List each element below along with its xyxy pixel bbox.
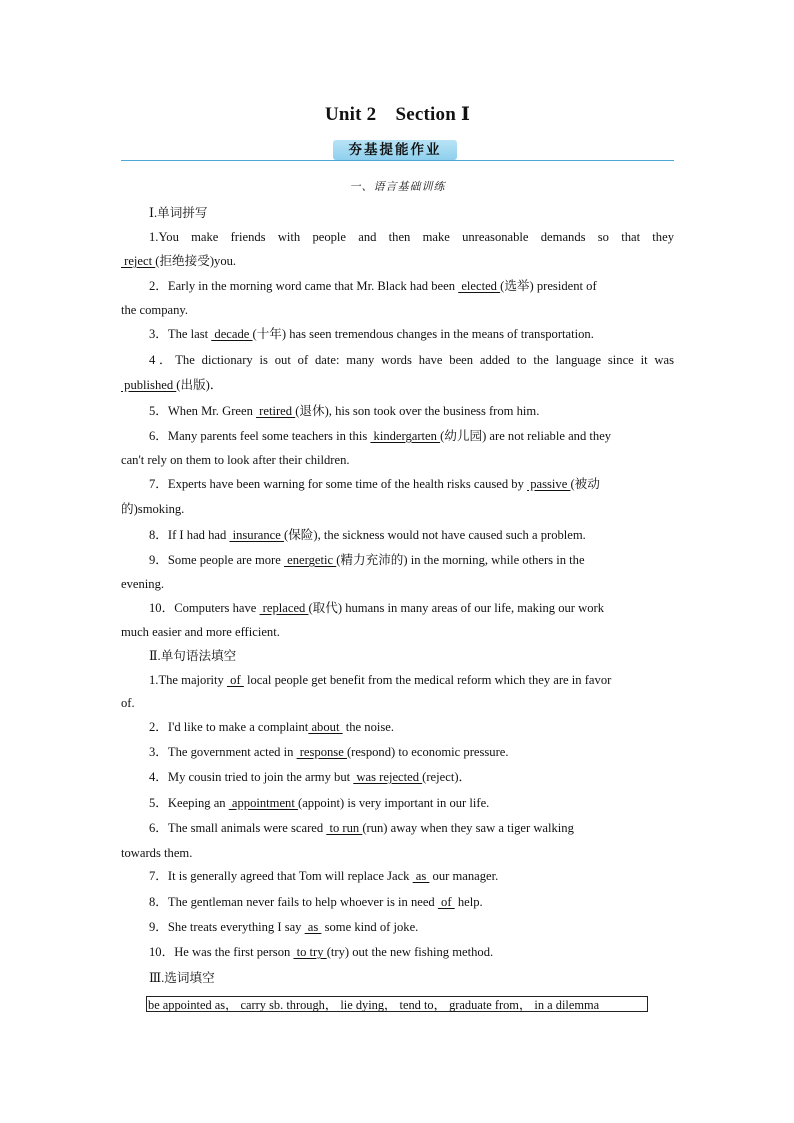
s1-q10-line2: much easier and more efficient. [121,625,280,639]
s2-q10: 10．He was the first person to try (try) out the new fishing method. [149,945,494,959]
answer: about [308,720,343,734]
answer: as [412,869,430,883]
s1-q7-line1: 7．Experts have been warning for some time of the health risks caused by passive (被动 [149,477,600,491]
answer: was rejected [353,770,423,784]
s1-q8: 8．If I had had insurance (保险), the sickness would not have caused such a problem. [149,528,586,542]
s1-q10-line1: 10．Computers have replaced (取代) humans in many areas of our life, making our work [149,601,605,615]
s2-q5: 5．Keeping an appointment (appoint) is very important in our life. [149,796,490,810]
s1-q9-line1: 9．Some people are more energetic (精力充沛的) in the morning, while others in the [149,553,585,567]
s1-q9-line2: evening. [121,577,165,591]
section2-heading: Ⅱ.单句语法填空 [149,649,237,663]
word-bank-box: be appointed as， carry sb. through， lie dying， tend to， graduate from， in a dilemma [146,996,648,1012]
banner-divider [121,160,674,161]
s1-q4-line2: published (出版)． [121,378,223,392]
page-title: Unit 2 Section Ⅰ [324,104,471,125]
s2-q2: 2．I'd like to make a complaint about the noise. [149,720,395,734]
homework-banner: 夯基提能作业 [333,140,457,160]
s1-q7-line2: 的)smoking. [121,502,185,516]
s1-q2-line1: 2．Early in the morning word came that Mr. Black had been elected (选举) president of [149,279,597,293]
answer: reject [121,254,156,268]
section-subheading: 一、语言基础训练 [349,180,446,193]
answer: published [121,378,177,392]
banner-row [121,140,674,162]
answer: energetic [284,553,337,567]
answer: of [227,673,244,687]
s1-q6-line2: can't rely on them to look after their children. [121,453,350,467]
s2-q1-line2: of. [121,696,135,710]
s1-q1-line2: reject (拒绝接受)you. [121,254,237,268]
s1-q5: 5．When Mr. Green retired (退休), his son took over the business from him. [149,404,540,418]
s2-q8: 8．The gentleman never fails to help whoever is in need of help. [149,895,483,909]
s1-q3: 3．The last decade (十年) has seen tremendous changes in the means of transportation. [149,327,594,341]
answer: as [304,920,322,934]
answer: appointment [228,796,299,810]
section1-heading: Ⅰ.单词拼写 [149,206,208,220]
answer: retired [256,404,296,418]
s2-q1-line1: 1.The majority of local people get benefit from the medical reform which they are in favor [149,673,612,687]
answer: to try [293,945,327,959]
answer: to run [326,821,363,835]
answer: insurance [229,528,284,542]
s1-q6-line1: 6．Many parents feel some teachers in this kindergarten (幼儿园) are not reliable and they [149,429,612,443]
s2-q3: 3．The government acted in response (respond) to economic pressure. [149,745,509,759]
answer: kindergarten [370,429,441,443]
answer: decade [211,327,253,341]
s2-q4: 4．My cousin tried to join the army but was rejected (reject)． [149,770,472,784]
answer: passive [527,477,571,491]
s2-q7: 7．It is generally agreed that Tom will replace Jack as our manager. [149,869,499,883]
s1-q2-line2: the company. [121,303,189,317]
s2-q6-line1: 6．The small animals were scared to run (run) away when they saw a tiger walking [149,821,574,835]
answer: response [296,745,347,759]
s2-q6-line2: towards them. [121,846,193,860]
answer: of [437,895,455,909]
answer: elected [458,279,501,293]
s1-q4-line1: 4．The dictionary is out of date: many words have been added to the language since it was [149,353,674,367]
section3-heading: Ⅲ.选词填空 [149,971,215,985]
answer: replaced [259,601,309,615]
s2-q9: 9．She treats everything I say as some kind of joke. [149,920,419,934]
s1-q1-line1: 1.You make friends with people and then make unreasonable demands so that they [149,230,674,244]
